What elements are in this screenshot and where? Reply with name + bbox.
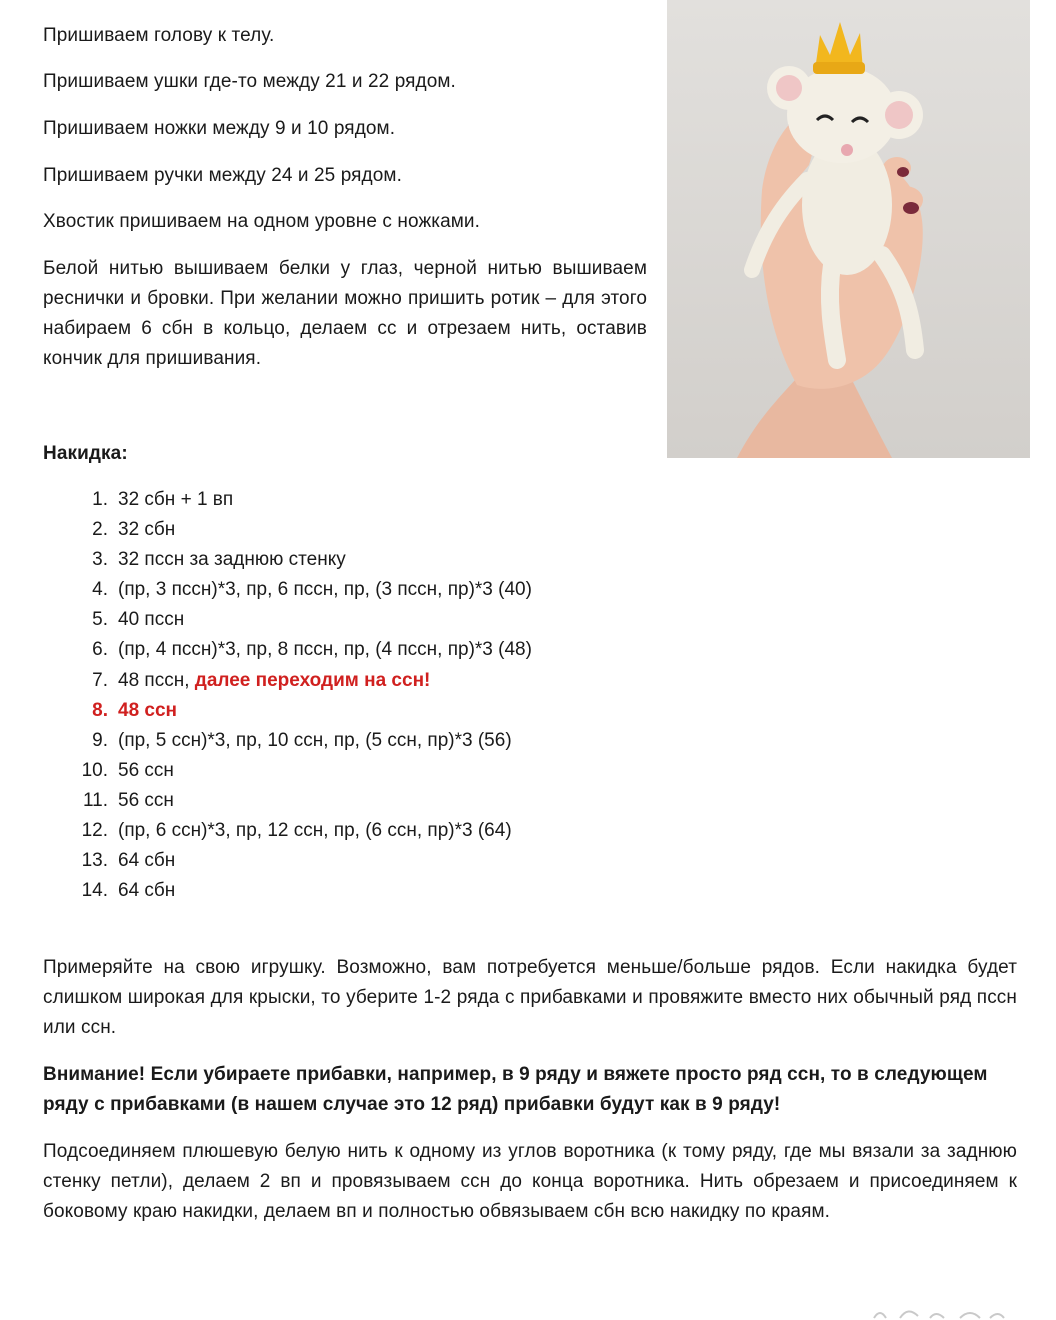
switch-note: далее переходим на ссн! [194,669,431,691]
list-item: 1. 32 сбн + 1 вп [92,489,234,510]
list-item: 6. (пр, 4 пссн)*3, пр, 8 пссн, пр, (4 пссн, пр)*3 (48) [92,639,532,661]
list-item: 7. 48 пссн, далее переходим на ссн! [92,669,431,691]
instruction-arms: Пришиваем ручки между 24 и 25 рядом. [43,165,402,186]
note-fitting: Примеряйте на свою игрушку. Возможно, вам потребуется меньше/больше рядов. Если накидка будет слишком широкая для крыски, то уберите 1-2 ряда с прибавками и провяжите вместо них обычный ряд пссн или ссн. [43,957,1017,1038]
list-item: 11. 56 ссн [82,789,174,811]
list-item: 2. 32 сбн [92,519,176,541]
list-item: 13. 64 сбн [81,850,176,872]
list-item: 14. 64 сбн [81,880,176,902]
toy-photo [667,0,1030,458]
watermark [870,1306,1020,1320]
instruction-ears: Пришиваем ушки где-то между 21 и 22 рядом. [43,71,456,92]
instruction-face: Белой нитью вышиваем белки у глаз, черной нитью вышиваем реснички и бровки. При желании можно пришить ротик – для этого набираем 6 сбн в кольцо, делаем сс и отрезаем нить, оставив кончик для пришивания. [43,258,647,369]
note-warning: Внимание! Если убираете прибавки, например, в 9 ряду и вяжете просто ряд ссн, то в следующем ряду с прибавками (в нашем случае это 12 ряд) прибавки будут как в 9 ряду! [43,1064,988,1115]
section-title: Накидка: [43,443,128,464]
note-collar: Подсоединяем плюшевую белую нить к одному из углов воротника (к тому ряду, где мы вязали за заднюю стенку петли), делаем 2 вп и провязываем ссн до конца воротника. Нить обрезаем и присоединяем к боковому краю накидки, делаем вп и полностью обвязываем сбн всю накидку по краям. [43,1141,1017,1222]
list-item: 9. (пр, 5 ссн)*3, пр, 10 ссн, пр, (5 ссн, пр)*3 (56) [92,729,512,751]
list-item: 10. 56 ссн [81,759,174,781]
instruction-legs: Пришиваем ножки между 9 и 10 рядом. [43,118,396,139]
list-item: 12. (пр, 6 ссн)*3, пр, 12 ссн, пр, (6 ссн, пр)*3 (64) [81,820,512,842]
instruction-head: Пришиваем голову к телу. [43,25,275,46]
instruction-tail: Хвостик пришиваем на одном уровне с ножками. [43,211,481,232]
list-item-highlighted: 8. 48 ссн [92,699,178,721]
rows-list [43,485,663,906]
list-item: 5. 40 пссн [92,609,185,631]
list-item: 3. 32 пссн за заднюю стенку [92,549,346,571]
list-item: 4. (пр, 3 пссн)*3, пр, 6 пссн, пр, (3 пссн, пр)*3 (40) [92,579,532,601]
